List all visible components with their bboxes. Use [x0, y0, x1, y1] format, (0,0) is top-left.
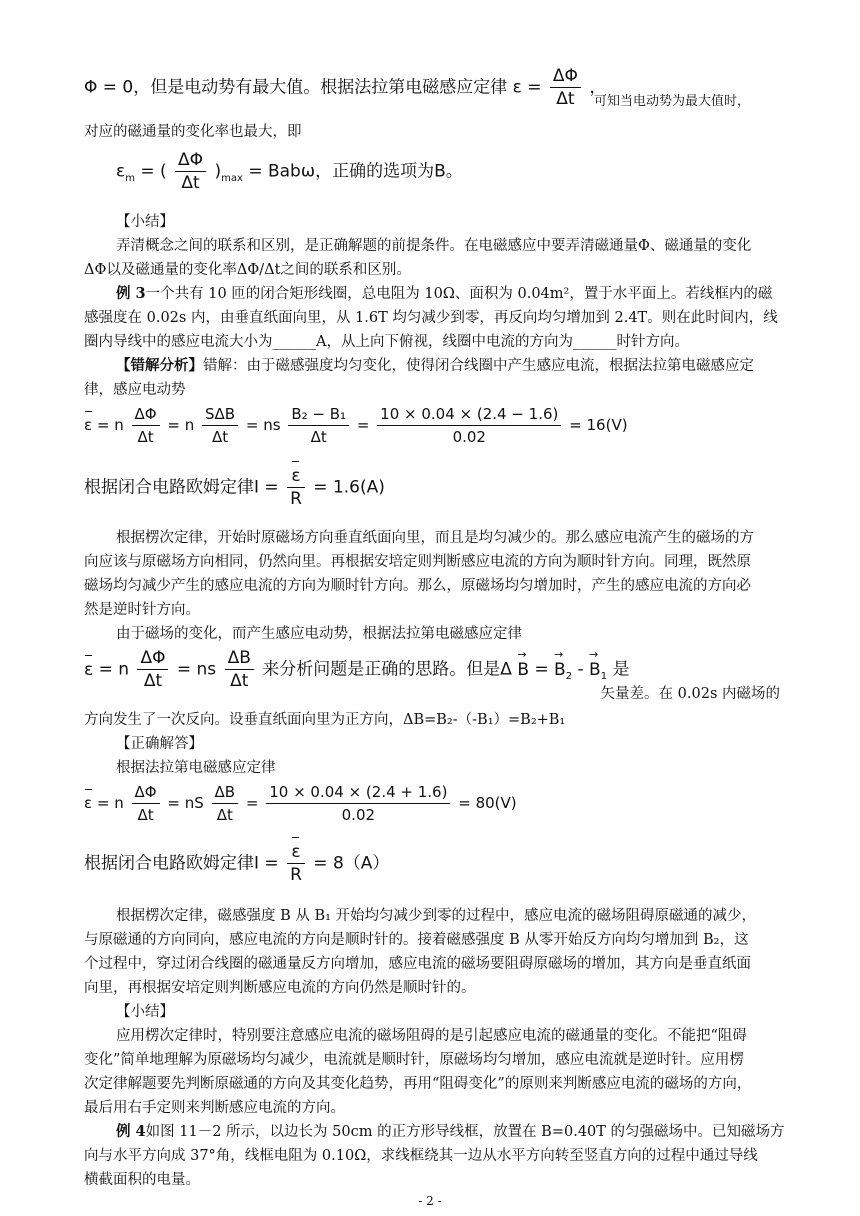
text-line: 方向发生了一次反向。设垂直纸面向里为正方向，ΔB=B₂-（-B₁）=B₂+B₁ — [84, 712, 566, 728]
example-4-line-1 — [116, 1122, 816, 1142]
formula2-close-sub: max — [221, 172, 243, 184]
formula3-eq2: = n — [167, 416, 195, 434]
formula1-side-text: 可知当电动势为最大值时， — [594, 94, 751, 109]
formula1-lead: Φ = 0，但是电动势有最大值。根据法拉第电磁感应定律 — [84, 77, 508, 98]
text-line: 磁场均匀减少产生的感应电流的方向为顺时针方向。那么，原磁场均匀增加时，产生的感应电流的方向必 — [84, 578, 751, 594]
text-line: 律，感应电动势 — [84, 382, 186, 398]
frac-num: 10 × 0.04 × (2.4 + 1.6) — [266, 782, 450, 804]
vector-b: → B — [517, 647, 529, 680]
vector-b-label: B — [517, 659, 529, 680]
section-heading: 【小结】 — [116, 1004, 174, 1020]
formula3-frac4 — [377, 404, 561, 447]
frac-den: Δt — [230, 671, 249, 691]
epsilon-bar — [291, 842, 300, 862]
text-line: 根据楞次定律，磁感强度 B 从 B₁ 开始均匀减少到零的过程中，感应电流的磁场阻碍原磁通的减少， — [116, 908, 757, 924]
formula2-lhs: ε — [116, 161, 126, 182]
vector-b1-label: B — [589, 659, 601, 680]
frac-num: SΔB — [202, 404, 238, 426]
text-line: 向里，再根据安培定则判断感应电流的方向仍然是顺时针的。 — [84, 980, 476, 996]
formula3-eps: ε — [84, 416, 93, 434]
formula7-lead: 根据闭合电路欧姆定律I = — [84, 853, 279, 874]
formula6-result: = 80(V) — [458, 794, 517, 812]
epsilon-bar — [291, 466, 300, 486]
text-line: 对应的磁通量的变化率也最大，即 — [84, 124, 302, 140]
formula4-den: R — [290, 489, 302, 509]
frac-den: Δt — [216, 806, 233, 824]
formula7-result: = 8（A） — [313, 853, 390, 874]
text-line: 变化”简单地理解为原磁场均匀减少，电流就是顺时针，原磁场均匀增加，感应电流就是逆时针。应用楞 — [84, 1052, 744, 1068]
formula6-eq3: = — [245, 794, 259, 812]
formula-ohm-correct — [84, 842, 389, 885]
epsilon-bar — [84, 660, 93, 680]
formula2-den: Δt — [181, 173, 200, 193]
example-label: 例 4 — [116, 1123, 146, 1140]
text-line: 由于磁场的变化，而产生感应电动势，根据法拉第电磁感应定律 — [116, 626, 522, 642]
frac-den: Δt — [310, 428, 327, 446]
formula-ohm-wrong — [84, 466, 385, 509]
formula5-frac1 — [137, 648, 168, 691]
formula5-eq2: = ns — [176, 659, 217, 680]
formula1-den: Δt — [556, 89, 575, 109]
formula2-eq: = ( — [140, 161, 167, 182]
vector-b2-label: B — [554, 659, 566, 680]
formula5-eq3: = — [534, 659, 549, 680]
frac-num: 10 × 0.04 × (2.4 − 1.6) — [377, 404, 561, 426]
formula5-side-text: 矢量差。在 0.02s 内磁场的 — [600, 686, 780, 702]
formula1-num: ΔΦ — [550, 66, 581, 88]
epsilon-bar — [84, 416, 92, 434]
formula1-trail: ， — [589, 77, 607, 98]
formula2-lhs-sub: m — [125, 172, 135, 184]
frac-den: Δt — [143, 671, 163, 691]
example-3-line-1 — [116, 284, 816, 304]
frac-den: Δt — [137, 428, 154, 446]
formula3-frac2 — [202, 404, 238, 447]
text-span: 错解：由于磁感强度均匀变化，使得闭合线圈中产生感应电流，根据法拉第电磁感应定 — [203, 358, 754, 374]
formula5-text2: 是 — [612, 659, 630, 680]
text-line: 向与水平方向成 37°角，线框电阻为 0.10Ω，求线框绕其一边从水平方向转至竖直方向的过程中通过导线 — [84, 1148, 758, 1164]
formula6-frac2 — [212, 782, 239, 825]
formula3-frac3 — [288, 404, 349, 447]
formula-faraday-intro — [84, 66, 606, 109]
formula6-frac1 — [132, 782, 160, 825]
text-line: 然是逆时针方向。 — [84, 602, 200, 618]
formula4-lead: 根据闭合电路欧姆定律I = — [84, 477, 279, 498]
wrong-analysis-line-1 — [116, 356, 816, 376]
sub-1: 1 — [600, 670, 608, 682]
formula7-frac — [287, 842, 305, 885]
formula4-result: = 1.6(A) — [313, 477, 385, 498]
frac-num: ΔB — [225, 648, 254, 670]
section-heading: 【错解分析】 — [116, 357, 203, 374]
page-number: - 2 - — [418, 1194, 442, 1208]
formula3-frac1 — [132, 404, 160, 447]
formula5-frac2 — [225, 648, 254, 691]
text-line: 与原磁通的方向同向，感应电流的方向是顺时针的。接着磁感强度 B 从零开始反方向均匀增加到 B₂，这 — [84, 932, 749, 948]
vector-b2: → B — [554, 647, 566, 680]
text-line: 感强度在 0.02s 内，由垂直纸面向里，从 1.6T 均匀减少到零，再反向均匀增加到 2.4T。则在此时间内，线 — [84, 310, 778, 326]
sub-2: 2 — [565, 670, 573, 682]
formula7-num: ε — [291, 842, 301, 862]
text-line: 根据法拉第电磁感应定律 — [116, 760, 276, 776]
text-span: 如图 11－2 所示，以边长为 50cm 的正方形导线框，放置在 B=0.40T 的匀强磁场中。已知磁场方 — [145, 1124, 785, 1140]
text-line: 向应该与原磁场方向相同，仍然向里。再根据安培定则判断感应电流的方向为顺时针方向。同理，既然原 — [84, 554, 751, 570]
formula6-eps: ε — [84, 794, 93, 812]
frac-num: ΔΦ — [132, 782, 160, 804]
formula5-eq1: = n — [98, 659, 130, 680]
text-span: 一个共有 10 匝的闭合矩形线圈，总电阻为 10Ω、面积为 0.04m²，置于水平面上。若线框内的磁 — [145, 286, 773, 302]
section-heading: 【正确解答】 — [116, 736, 203, 752]
text-line: 应用楞次定律时，特别要注意感应电流的磁场阻碍的是引起感应电流的磁通量的变化。不能把“阻碍 — [116, 1028, 747, 1044]
formula6-frac3 — [266, 782, 450, 825]
formula5-minus: - — [577, 659, 584, 680]
text-line: 弄清概念之间的联系和区别，是正确解题的前提条件。在电磁感应中要弄清磁通量Φ、磁通量的变化 — [116, 238, 752, 254]
formula1-eps: ε = — [512, 77, 542, 98]
formula3-result: = 16(V) — [569, 416, 628, 434]
frac-num: ΔB — [212, 782, 239, 804]
frac-num: B₂ − B₁ — [288, 404, 349, 426]
formula4-frac — [287, 466, 305, 509]
formula3-eq3: = ns — [245, 416, 281, 434]
formula5-text1: 来分析问题是正确的思路。但是Δ — [262, 659, 512, 680]
frac-num: ΔΦ — [132, 404, 160, 426]
formula-emf-max — [116, 150, 463, 193]
formula5-eps: ε — [84, 659, 94, 680]
section-heading: 【小结】 — [116, 214, 174, 230]
frac-den: 0.02 — [452, 428, 486, 446]
text-line: ΔΦ以及磁通量的变化率ΔΦ/Δt之间的联系和区别。 — [84, 262, 411, 278]
formula2-close: ) — [214, 161, 222, 182]
frac-den: Δt — [137, 806, 154, 824]
formula3-eq1: = n — [96, 416, 124, 434]
formula6-eq2: = nS — [167, 794, 204, 812]
text-line: 圈内导线中的感应电流大小为______A，从上向下俯视，线圈中电流的方向为______时针方向。 — [84, 334, 689, 350]
formula-emf-correct — [84, 782, 517, 825]
formula1-fraction — [550, 66, 581, 109]
formula2-fraction — [175, 150, 206, 193]
text-line: 最后用右手定则来判断感应电流的方向。 — [84, 1100, 345, 1116]
formula2-num: ΔΦ — [175, 150, 206, 172]
formula2-rhs: = Babω，正确的选项为B。 — [248, 161, 463, 182]
vector-b1: → B — [589, 647, 601, 680]
example-label: 例 3 — [116, 285, 146, 302]
formula-emf-wrong — [84, 404, 628, 447]
formula6-eq1: = n — [96, 794, 124, 812]
formula-vector-difference — [84, 648, 630, 691]
formula3-eq4: = — [356, 416, 370, 434]
text-line: 根据楞次定律，开始时原磁场方向垂直纸面向里，而且是均匀减少的。那么感应电流产生的磁场的方 — [116, 530, 754, 546]
frac-num: ΔΦ — [137, 648, 168, 670]
text-line: 横截面积的电量。 — [84, 1172, 200, 1188]
text-line: 次定律解题要先判断原磁通的方向及其变化趋势，再用“阻碍变化”的原则来判断感应电流的磁场的方向， — [84, 1076, 752, 1092]
frac-den: 0.02 — [341, 806, 376, 824]
frac-den: Δt — [211, 428, 229, 446]
formula7-den: R — [290, 865, 302, 885]
formula4-num: ε — [291, 466, 301, 486]
epsilon-bar — [84, 794, 92, 812]
text-line: 个过程中，穿过闭合线圈的磁通量反方向增加，感应电流的磁场要阻碍原磁场的增加，其方向是垂直纸面 — [84, 956, 751, 972]
